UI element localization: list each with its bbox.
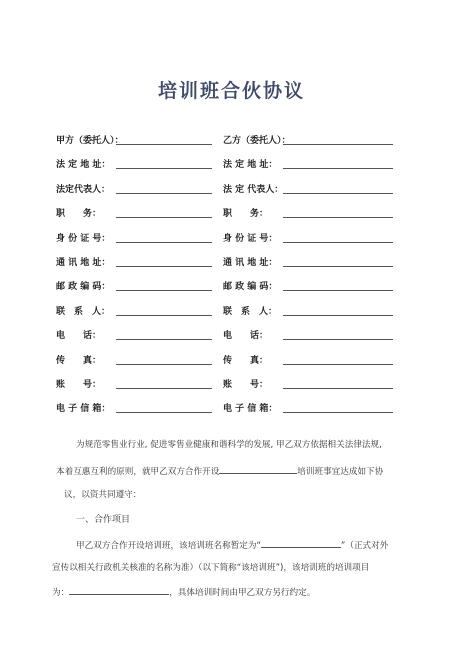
training-project-blank[interactable]: [69, 585, 169, 595]
field-row: [0, 133, 463, 147]
field-row: [0, 157, 463, 171]
party-a-field-blank[interactable]: [116, 266, 212, 267]
section1-line-3: [52, 585, 315, 598]
party-b-field-label: 账 号：: [223, 380, 269, 390]
party-a-field-blank[interactable]: [116, 339, 212, 340]
party-a-field-label: 邮 政 编 码：: [56, 282, 111, 293]
field-row: [0, 328, 463, 342]
party-a-field-label: 甲方（委托人）：: [56, 136, 124, 146]
party-b-field-label: 法 定 代表人：: [223, 184, 284, 195]
intro-line-1: 为规范零售业行业, 促进零售业健康和谐科学的发展, 甲乙双方依据相关法律法规,: [76, 440, 382, 450]
party-b-field-label: 通 讯 地 址：: [223, 258, 278, 268]
party-b-field-blank[interactable]: [283, 193, 393, 194]
field-row: [0, 353, 463, 367]
party-a-field-label: 职 务：: [56, 209, 102, 220]
party-a-field-blank[interactable]: [116, 315, 212, 316]
training-class-name-blank[interactable]: [261, 538, 341, 548]
party-b-field-blank[interactable]: [283, 339, 393, 340]
party-b-field-label: 身 份 证 号：: [223, 233, 278, 244]
party-b-field-blank[interactable]: [283, 364, 393, 365]
document-title: 培训班合伙协议: [157, 80, 305, 102]
party-b-field-label: 电 话：: [223, 331, 269, 342]
field-row: [0, 231, 463, 245]
intro-line-3: 议，以资共同遵守：: [64, 490, 142, 500]
party-a-field-blank[interactable]: [116, 144, 212, 145]
field-row: [0, 401, 463, 415]
party-a-field-blank[interactable]: [116, 364, 212, 365]
party-a-field-label: 电 子 信 箱：: [56, 404, 111, 415]
party-a-field-label: 通 讯 地 址：: [56, 258, 111, 268]
section1-line-1: [76, 538, 388, 551]
course-name-blank[interactable]: [219, 464, 297, 474]
section1-line-3-start: 为：: [52, 588, 70, 598]
party-a-field-blank[interactable]: [116, 168, 212, 169]
party-b-field-label: 职 务：: [223, 209, 269, 220]
section-heading-cooperation: 一、合作项目: [76, 515, 131, 525]
party-a-field-blank[interactable]: [116, 217, 212, 218]
section1-line-1-start: 甲乙双方合作开设培训班，该培训班名称暂定为“: [76, 541, 261, 551]
party-a-field-label: 电 话：: [56, 331, 102, 342]
party-b-field-label: 邮 政 编 码：: [223, 282, 278, 293]
party-b-field-blank[interactable]: [283, 388, 393, 389]
party-b-field-blank[interactable]: [283, 412, 393, 413]
party-b-field-blank[interactable]: [283, 290, 393, 291]
party-a-field-label: 法定代表人：: [56, 184, 111, 195]
field-row: [0, 206, 463, 220]
party-b-field-label: 乙方（委托人）：: [223, 136, 291, 146]
party-a-field-blank[interactable]: [116, 193, 212, 194]
field-row: [0, 279, 463, 293]
intro-line-2: [56, 464, 383, 477]
party-b-field-blank[interactable]: [283, 242, 393, 243]
field-row: [0, 304, 463, 318]
field-row: [0, 182, 463, 196]
party-b-field-label: 法 定 地 址：: [223, 160, 278, 171]
party-a-field-blank[interactable]: [116, 242, 212, 243]
party-a-field-label: 账 号：: [56, 380, 102, 390]
party-b-field-blank[interactable]: [283, 315, 393, 316]
field-row: [0, 255, 463, 269]
party-b-field-label: 传 真：: [223, 355, 269, 366]
party-a-field-blank[interactable]: [116, 412, 212, 413]
field-row: [0, 377, 463, 391]
party-b-field-label: 电 子 信 箱：: [223, 404, 278, 415]
section1-line-3-end: ，具体培训时间由甲乙双方另行约定。: [169, 588, 316, 598]
section1-line-2: 宣传以相关行政机关核准的名称为准）（以下简称“该培训班”)，该培训班的培训项目: [52, 563, 370, 573]
party-b-field-label: 联 系 人：: [223, 306, 278, 317]
party-b-field-blank[interactable]: [283, 144, 393, 145]
party-a-field-label: 联 系 人：: [56, 306, 111, 317]
intro-line-2-end: 培训班事宜达成如下协: [297, 467, 384, 477]
intro-line-2-start: 本着互惠互利的原则，就甲乙双方合作开设: [56, 467, 220, 477]
party-a-field-label: 法 定 地 址：: [56, 160, 111, 171]
party-b-field-blank[interactable]: [283, 168, 393, 169]
party-b-field-blank[interactable]: [283, 217, 393, 218]
party-a-field-label: 身 份 证 号：: [56, 233, 111, 244]
party-b-field-blank[interactable]: [283, 266, 393, 267]
party-a-field-label: 传 真：: [56, 355, 102, 366]
party-a-field-blank[interactable]: [116, 290, 212, 291]
party-a-field-blank[interactable]: [116, 388, 212, 389]
section1-line-1-end: ”（正式对外: [340, 541, 389, 551]
